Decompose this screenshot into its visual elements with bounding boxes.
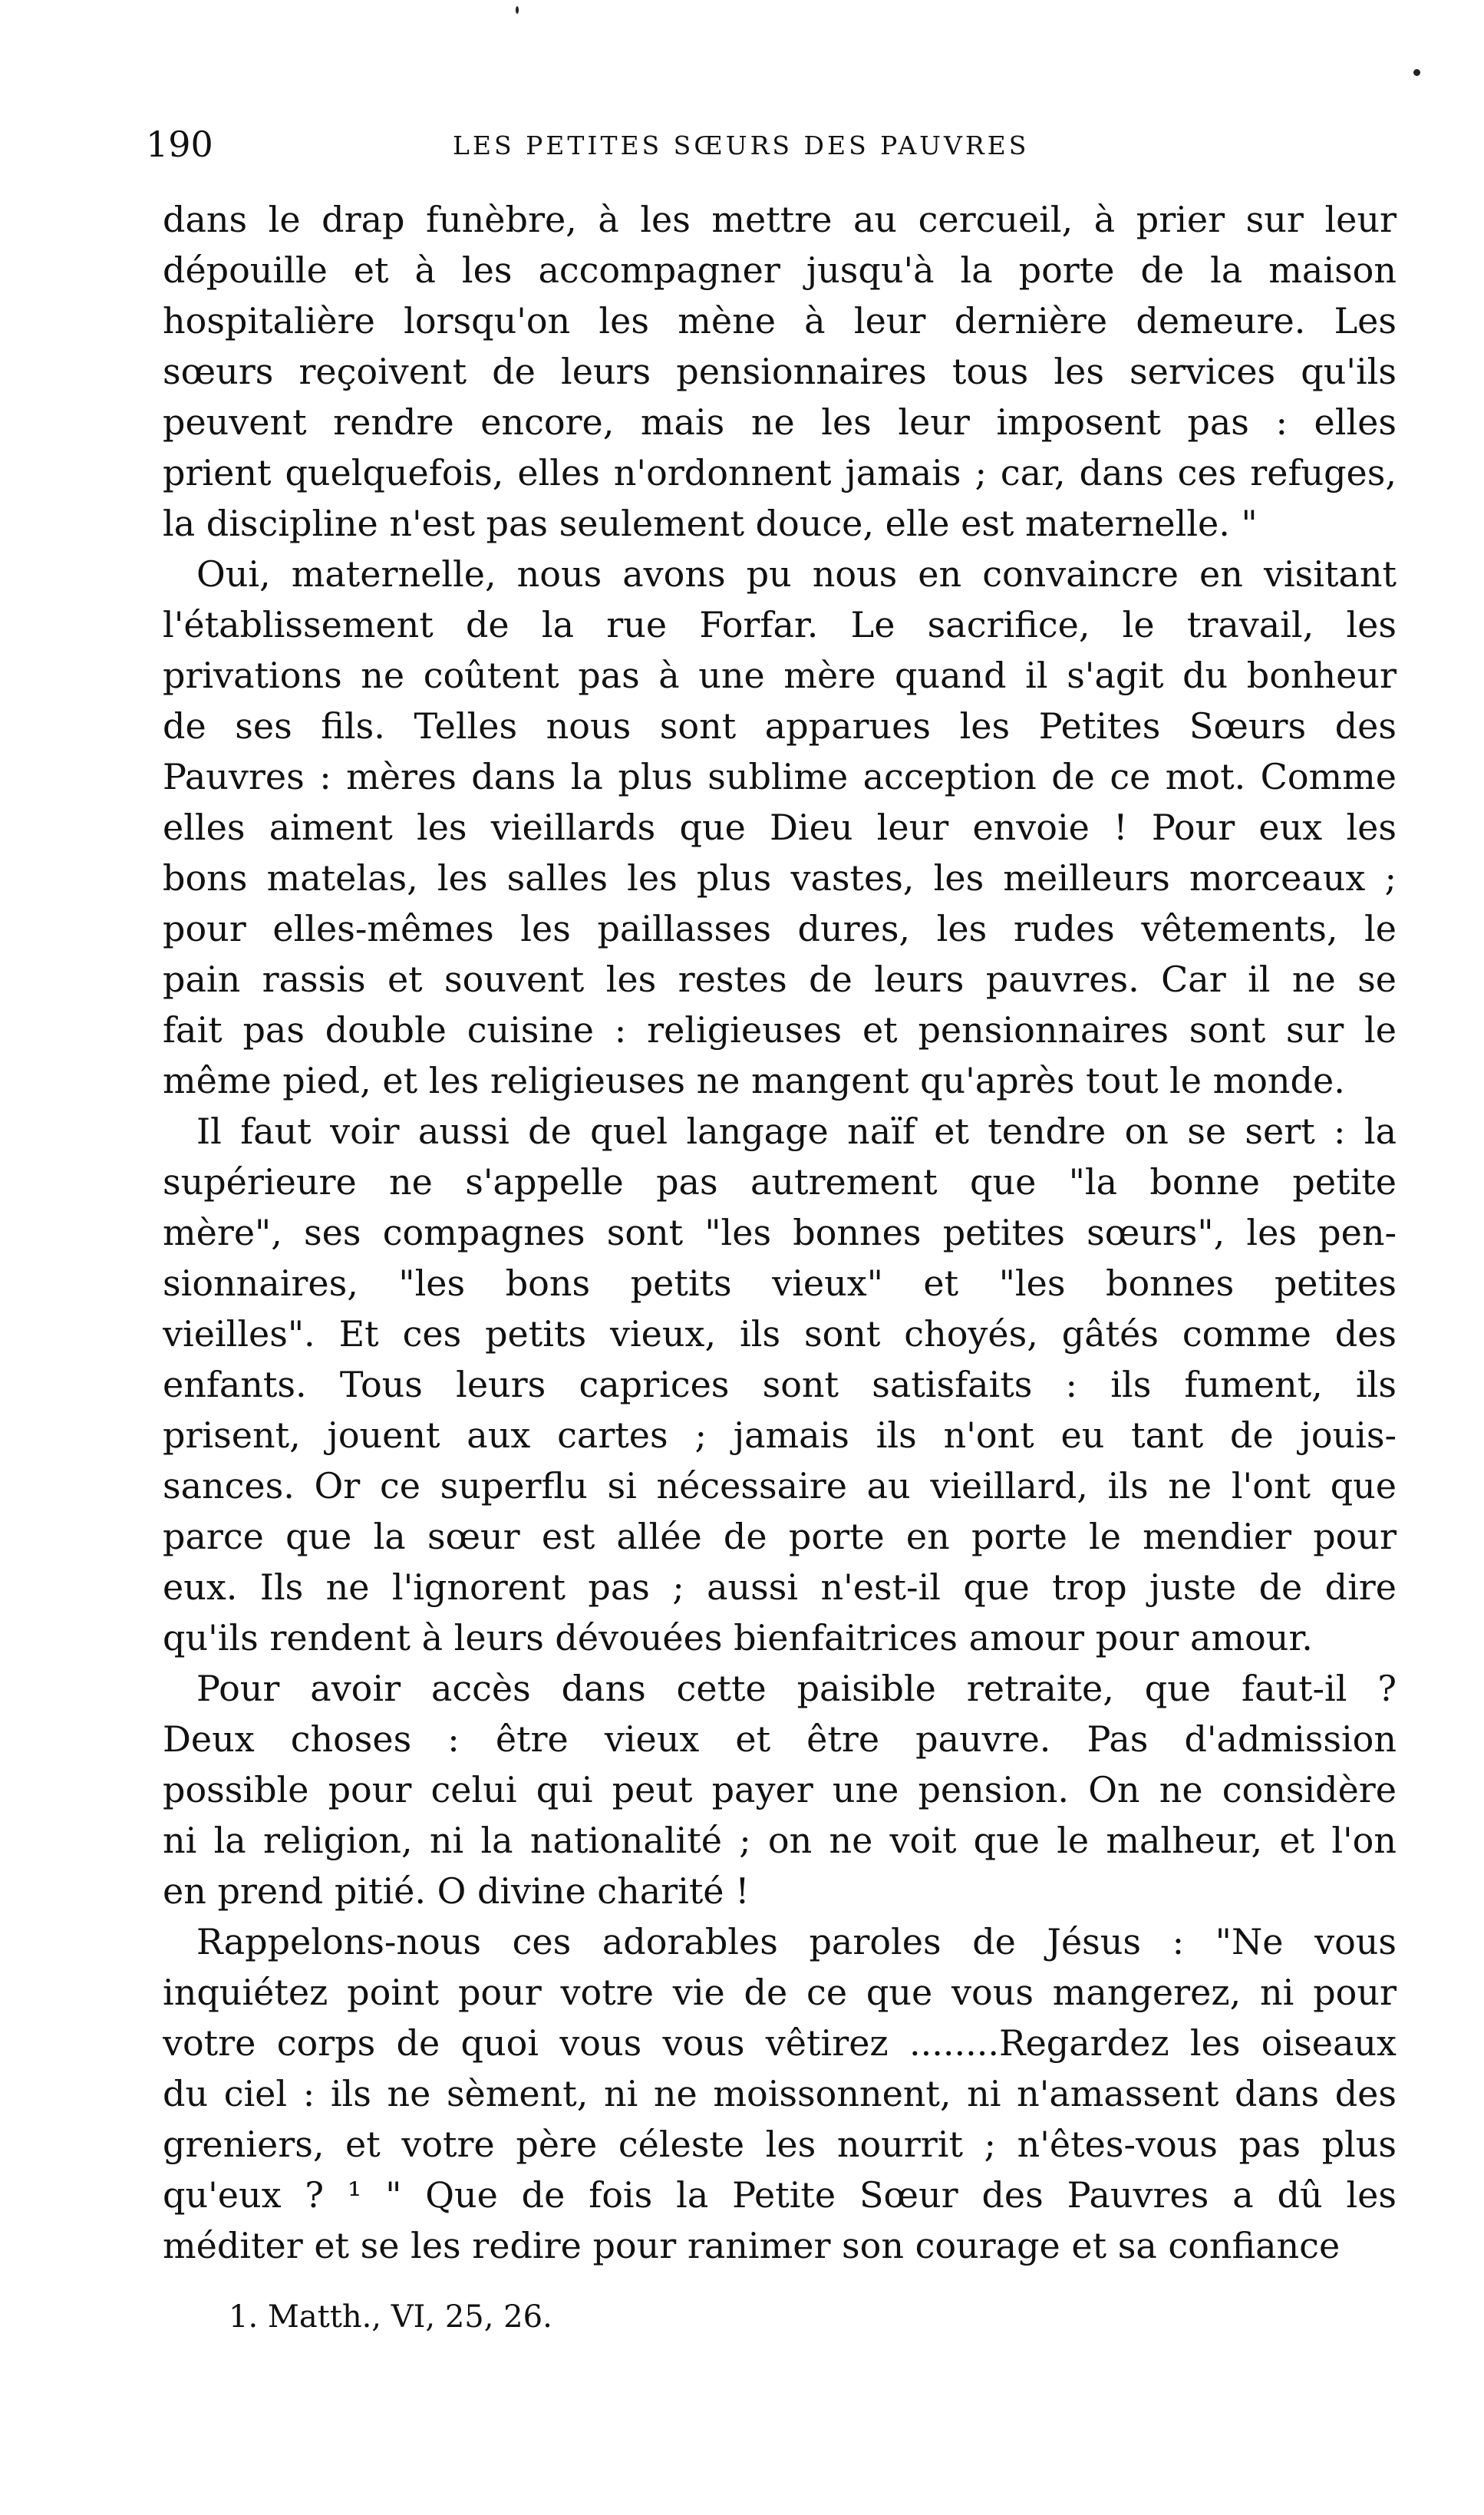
text-line: bons matelas, les salles les plus vastes, les meilleurs morceaux ; bbox=[163, 857, 1397, 899]
text-line: supérieure ne s'appelle pas autrement que "la bonne petite bbox=[163, 1161, 1397, 1203]
text-line: du ciel : ils ne sèment, ni ne moissonnent, ni n'amassent dans des bbox=[163, 2073, 1397, 2114]
body-text bbox=[163, 194, 1397, 2271]
text-line: hospitalière lorsqu'on les mène à leur dernière demeure. Les bbox=[163, 300, 1397, 342]
text-line: sœurs reçoivent de leurs pensionnaires tous les services qu'ils bbox=[163, 351, 1397, 392]
scan-speck bbox=[1413, 69, 1420, 76]
text-line: l'établissement de la rue Forfar. Le sacrifice, le travail, les bbox=[163, 604, 1397, 645]
text-line: qu'ils rendent à leurs dévouées bienfaitrices amour pour amour. bbox=[163, 1617, 1313, 1659]
footnote: 1. Matth., VI, 25, 26. bbox=[229, 2299, 552, 2335]
text-line: sionnaires, "les bons petits vieux" et "les bonnes petites bbox=[163, 1262, 1397, 1304]
text-line: parce que la sœur est allée de porte en porte le mendier pour bbox=[163, 1516, 1397, 1557]
text-line: Pour avoir accès dans cette paisible retraite, que faut-il ? bbox=[196, 1668, 1397, 1709]
running-title: LES PETITES SŒURS DES PAUVRES bbox=[453, 130, 1030, 160]
scan-speck bbox=[516, 6, 519, 14]
text-line: en prend pitié. O divine charité ! bbox=[163, 1870, 750, 1912]
page-header bbox=[146, 121, 1397, 175]
text-line: Il faut voir aussi de quel langage naïf et tendre on se sert : la bbox=[196, 1111, 1397, 1152]
text-line: Rappelons-nous ces adorables paroles de Jésus : "Ne vous bbox=[196, 1921, 1397, 1962]
text-line: pour elles-mêmes les paillasses dures, les rudes vêtements, le bbox=[163, 908, 1397, 949]
text-line: Deux choses : être vieux et être pauvre. Pas d'admission bbox=[163, 1718, 1397, 1760]
text-line: votre corps de quoi vous vous vêtirez ........Regardez les oiseaux bbox=[163, 2022, 1397, 2064]
text-line: privations ne coûtent pas à une mère quand il s'agit du bonheur bbox=[163, 655, 1397, 696]
text-line: elles aiment les vieillards que Dieu leur envoie ! Pour eux les bbox=[163, 807, 1397, 848]
page-number: 190 bbox=[146, 124, 213, 165]
text-line: la discipline n'est pas seulement douce, elle est maternelle. " bbox=[163, 503, 1258, 544]
text-line: qu'eux ? ¹ " Que de fois la Petite Sœur des Pauvres a dû les bbox=[163, 2174, 1397, 2216]
text-line: dépouille et à les accompagner jusqu'à la porte de la maison bbox=[163, 249, 1397, 291]
text-line: de ses fils. Telles nous sont apparues les Petites Sœurs des bbox=[163, 705, 1397, 747]
text-line: Oui, maternelle, nous avons pu nous en convaincre en visitant bbox=[196, 553, 1397, 595]
text-line: fait pas double cuisine : religieuses et pensionnaires sont sur le bbox=[163, 1009, 1397, 1051]
text-line: vieilles". Et ces petits vieux, ils sont choyés, gâtés comme des bbox=[163, 1313, 1397, 1355]
text-line: ni la religion, ni la nationalité ; on ne voit que le malheur, et l'on bbox=[163, 1820, 1397, 1861]
text-line: sances. Or ce superflu si nécessaire au vieillard, ils ne l'ont que bbox=[163, 1465, 1397, 1507]
text-line: Pauvres : mères dans la plus sublime acception de ce mot. Comme bbox=[163, 756, 1397, 797]
text-line: greniers, et votre père céleste les nourrit ; n'êtes-vous pas plus bbox=[163, 2124, 1397, 2165]
text-line: enfants. Tous leurs caprices sont satisfaits : ils fument, ils bbox=[163, 1364, 1397, 1405]
text-line: dans le drap funèbre, à les mettre au cercueil, à prier sur leur bbox=[163, 199, 1397, 240]
text-line: pain rassis et souvent les restes de leurs pauvres. Car il ne se bbox=[163, 959, 1397, 1000]
text-line: prient quelquefois, elles n'ordonnent jamais ; car, dans ces refuges, bbox=[163, 452, 1397, 493]
text-line: eux. Ils ne l'ignorent pas ; aussi n'est-il que trop juste de dire bbox=[163, 1566, 1397, 1608]
text-line: inquiétez point pour votre vie de ce que vous mangerez, ni pour bbox=[163, 1972, 1397, 2013]
text-line: même pied, et les religieuses ne mangent qu'après tout le monde. bbox=[163, 1060, 1345, 1101]
text-line: prisent, jouent aux cartes ; jamais ils n'ont eu tant de jouis- bbox=[163, 1414, 1397, 1456]
text-line: peuvent rendre encore, mais ne les leur imposent pas : elles bbox=[163, 401, 1397, 443]
text-line: méditer et se les redire pour ranimer son courage et sa confiance bbox=[163, 2225, 1341, 2266]
text-line: mère", ses compagnes sont "les bonnes petites sœurs", les pen- bbox=[163, 1212, 1397, 1253]
text-line: possible pour celui qui peut payer une pension. On ne considère bbox=[163, 1769, 1397, 1810]
